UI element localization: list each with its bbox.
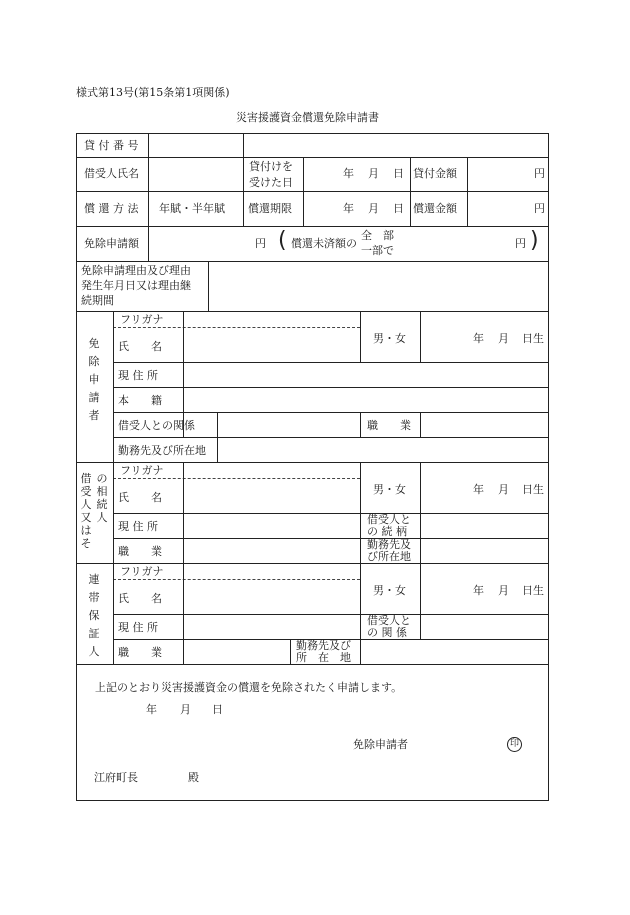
borrower-name-label: 借受人氏名	[84, 167, 139, 180]
repayment-period-year: 年	[343, 202, 354, 215]
guarantor-workplace-label-line2: 所 在 地	[296, 651, 351, 664]
heir-workplace-label-line1: 勤務先及	[367, 538, 411, 551]
applicant-birth-suffix: 日生	[522, 332, 544, 345]
guarantor-name-label: 氏 名	[118, 592, 162, 605]
loan-number-field[interactable]	[148, 134, 242, 155]
repayment-period-month: 月	[368, 202, 379, 215]
application-date-month: 月	[180, 703, 191, 716]
application-date-day: 日	[212, 703, 223, 716]
heir-address-label: 現 住 所	[118, 520, 158, 533]
heir-name-field[interactable]	[184, 479, 358, 510]
heir-relation-label-line2: の 続 柄	[367, 525, 407, 538]
heir-furigana-label: フリガナ	[120, 464, 164, 477]
applicant-occupation-field[interactable]	[420, 412, 548, 435]
applicant-name-field[interactable]	[184, 328, 358, 359]
reason-label-line2: 発生年月日又は理由継	[81, 279, 191, 292]
loan-date-label-line1: 貸付けを	[249, 160, 293, 173]
repaid-amount-label: 償還金額	[413, 202, 457, 215]
all-label: 全 部	[361, 229, 394, 242]
guarantor-sex-label: 男・女	[373, 584, 406, 597]
heir-workplace-label-line2: び所在地	[367, 550, 411, 563]
guarantor-birth-suffix: 日生	[522, 584, 544, 597]
loan-date-day: 日	[393, 167, 404, 180]
repayment-period-label: 償還期限	[248, 202, 292, 215]
heir-section-label-col2: の 相 続 人	[96, 472, 108, 524]
applicant-workplace-label: 勤務先及び所在地	[118, 444, 206, 457]
loan-number-label: 貸 付 番 号	[84, 139, 139, 152]
loan-date-year: 年	[343, 167, 354, 180]
heir-relation-field[interactable]	[420, 513, 548, 536]
exemption-amount-yen: 円	[255, 237, 266, 250]
loan-amount-label: 貸付金額	[413, 167, 457, 180]
addressee: 江府町長	[94, 771, 138, 784]
borrower-name-field[interactable]	[148, 157, 242, 189]
exemption-amount-label: 免除申請額	[84, 237, 139, 250]
applicant-birth-year: 年	[473, 332, 484, 345]
loan-date-month: 月	[368, 167, 379, 180]
guarantor-workplace-field[interactable]	[360, 639, 548, 662]
heir-sex-label: 男・女	[373, 483, 406, 496]
loan-date-label-line2: 受けた日	[249, 176, 293, 189]
repayment-period-day: 日	[393, 202, 404, 215]
applicant-signature-label: 免除申請者	[353, 738, 408, 751]
application-date-year: 年	[146, 703, 157, 716]
applicant-address-field[interactable]	[184, 362, 548, 385]
heir-occupation-field[interactable]	[184, 538, 358, 561]
applicant-domicile-label: 本 籍	[118, 394, 162, 407]
reason-label-line1: 免除申請理由及び理由	[81, 264, 191, 277]
applicant-domicile-field[interactable]	[184, 387, 548, 410]
applicant-birth-month: 月	[498, 332, 509, 345]
repayment-method-label: 償 還 方 法	[84, 202, 139, 215]
loan-amount-yen: 円	[534, 167, 545, 180]
applicant-workplace-field[interactable]	[218, 437, 548, 460]
heir-workplace-field[interactable]	[420, 538, 548, 561]
applicant-relation-label: 借受人との関係	[118, 419, 195, 432]
guarantor-relation-label-line1: 借受人と	[367, 614, 411, 627]
heir-section-label-col1: 借 受 人 又 は そ	[80, 472, 92, 550]
guarantor-relation-field[interactable]	[420, 614, 548, 637]
unpaid-yen: 円	[515, 237, 526, 250]
guarantor-address-field[interactable]	[184, 614, 358, 637]
guarantor-birth-month: 月	[498, 584, 509, 597]
guarantor-workplace-label-line1: 勤務先及び	[296, 639, 351, 652]
seal-mark: 印	[507, 737, 522, 752]
heir-relation-label-line1: 借受人と	[367, 513, 411, 526]
guarantor-address-label: 現 住 所	[118, 621, 158, 634]
form-title: 災害援護資金償還免除申請書	[236, 111, 379, 124]
guarantor-name-field[interactable]	[184, 580, 358, 611]
applicant-address-label: 現 住 所	[118, 369, 158, 382]
guarantor-furigana-label: フリガナ	[120, 565, 164, 578]
applicant-sex-label: 男・女	[373, 332, 406, 345]
heir-address-field[interactable]	[184, 513, 358, 536]
guarantor-relation-label-line2: の 関 係	[367, 626, 407, 639]
repayment-method-value: 年賦・半年賦	[159, 202, 225, 215]
applicant-section-label: 免 除 申 請 者	[88, 337, 100, 422]
guarantor-occupation-field[interactable]	[184, 639, 288, 662]
part-label: 一部で	[361, 244, 394, 257]
applicant-name-label: 氏 名	[118, 340, 162, 353]
reason-field[interactable]	[208, 261, 548, 309]
applicant-furigana-label: フリガナ	[120, 313, 164, 326]
right-paren: )	[530, 228, 539, 253]
guarantor-occupation-label: 職 業	[118, 646, 162, 659]
addressee-honorific: 殿	[188, 771, 199, 784]
application-statement: 上記のとおり災害援護資金の償還を免除されたく申請します。	[95, 681, 403, 694]
applicant-relation-field[interactable]	[218, 412, 358, 435]
heir-birth-year: 年	[473, 483, 484, 496]
heir-name-label: 氏 名	[118, 491, 162, 504]
applicant-signature-field[interactable]	[425, 734, 500, 754]
form-number: 様式第13号(第15条第1項関係)	[76, 86, 230, 99]
applicant-occupation-label: 職 業	[367, 419, 411, 432]
left-paren: (	[278, 228, 287, 253]
guarantor-birth-year: 年	[473, 584, 484, 597]
heir-birth-suffix: 日生	[522, 483, 544, 496]
unpaid-label: 償還未済額の	[291, 237, 357, 250]
heir-birth-month: 月	[498, 483, 509, 496]
guarantor-section-label: 連 帯 保 証 人	[88, 573, 100, 658]
heir-occupation-label: 職 業	[118, 545, 162, 558]
reason-label-line3: 続期間	[81, 294, 114, 307]
repaid-amount-yen: 円	[534, 202, 545, 215]
